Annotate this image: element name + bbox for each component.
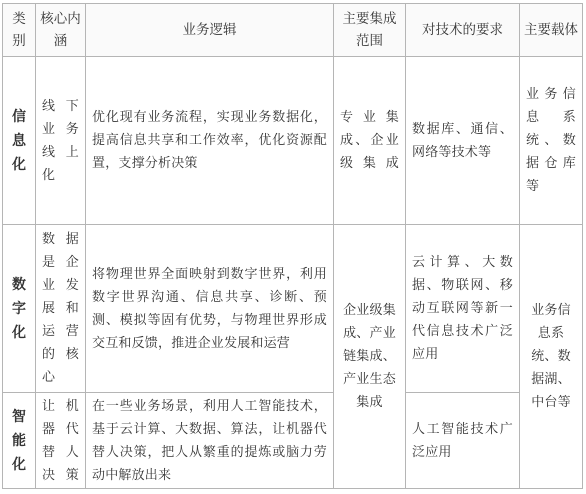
header-carrier: 主要载体: [520, 4, 583, 57]
core-cell: 线下业务线上化: [36, 57, 86, 225]
carrier-cell: 业务信息系统、数据仓库等: [520, 57, 583, 225]
header-row: [3, 4, 583, 57]
logic-cell: 优化现有业务流程，实现业务数据化，提高信息共享和工作效率，优化资源配置，支撑分析决策: [86, 57, 334, 225]
header-scope: 主要集成范围: [334, 4, 406, 57]
tech-cell: 人工智能技术广泛应用: [406, 393, 520, 489]
tech-cell: 数据库、通信、网络等技术等: [406, 57, 520, 225]
category-cell: 数字化: [3, 225, 36, 393]
core-cell: 让机器代替人决策: [36, 393, 86, 489]
carrier-cell: 业务信息系统、数据湖、中台等: [520, 225, 583, 489]
logic-cell: 将物理世界全面映射到数字世界，利用数字世界沟通、信息共享、诊断、预测、模拟等固有优势，与物理世界形成交互和反馈，推进企业发展和运营: [86, 225, 334, 393]
category-cell: 信息化: [3, 57, 36, 225]
header-logic: 业务逻辑: [86, 4, 334, 57]
core-cell: 数据是企业发展和运营的核心: [36, 225, 86, 393]
header-category: 类别: [3, 4, 36, 57]
logic-cell: 在一些业务场景，利用人工智能技术，基于云计算、大数据、算法，让机器代替人决策，把人从繁重的提炼或脑力劳动中解放出来: [86, 393, 334, 489]
table-row: [3, 57, 583, 225]
comparison-table: [2, 3, 583, 489]
table-row: [3, 393, 583, 489]
table-row: [3, 225, 583, 393]
tech-cell: 云计算、大数据、物联网、移动互联网等新一代信息技术广泛应用: [406, 225, 520, 393]
header-tech: 对技术的要求: [406, 4, 520, 57]
header-core: 核心内涵: [36, 4, 86, 57]
scope-cell: 专业集成、企业级集成: [334, 57, 406, 225]
category-cell: 智能化: [3, 393, 36, 489]
scope-cell: 企业级集成、产业链集成、产业生态集成: [334, 225, 406, 489]
